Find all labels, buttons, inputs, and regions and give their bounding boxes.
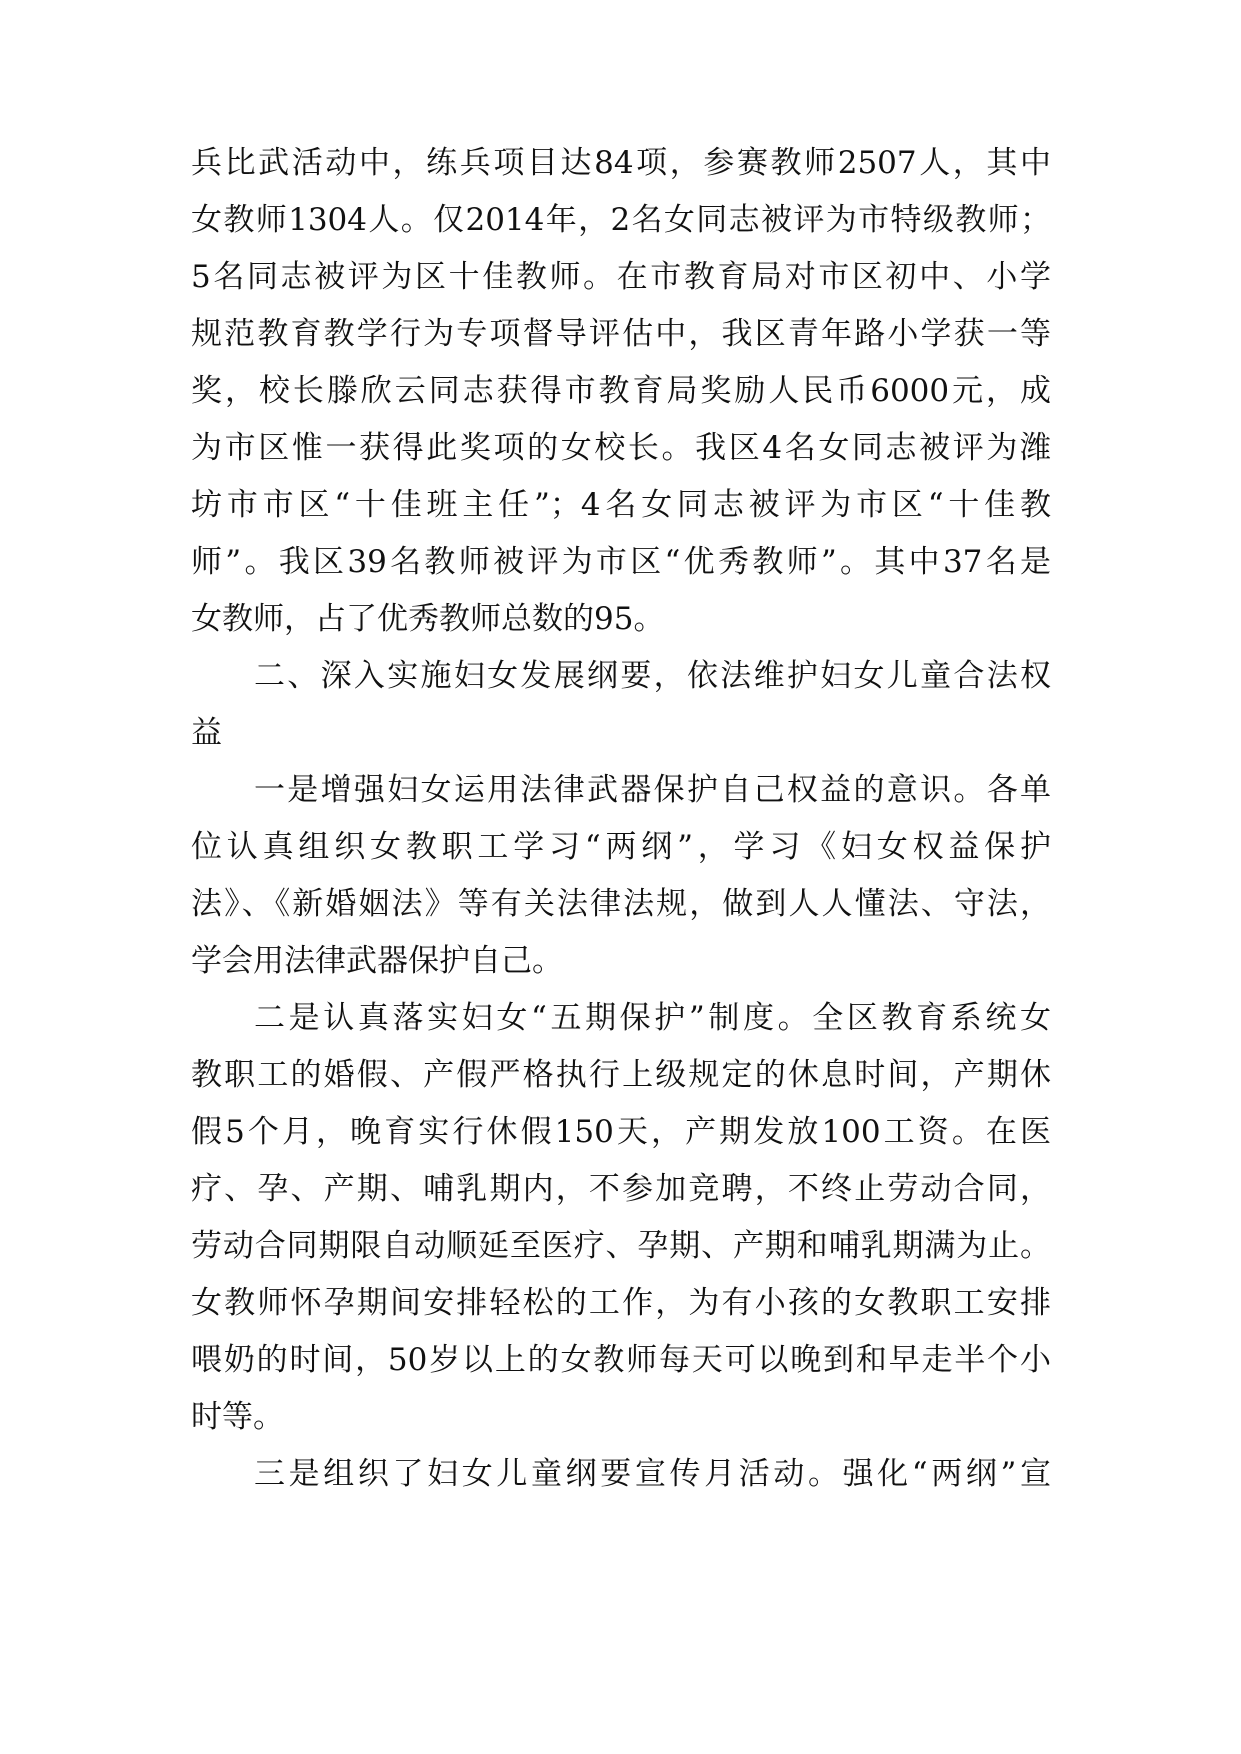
text-line-24: 三是组织了妇女儿童纲要宣传月活动。强化“两纲”宣: [254, 1456, 1051, 1492]
text-line-9: 女教师，占了优秀教师总数的95。: [191, 601, 665, 637]
text-line-15: 学会用法律武器保护自己。: [191, 943, 563, 979]
text-line-14: 法》、《新婚姻法》等有关法律法规，做到人人懂法、守法，: [191, 886, 1051, 922]
section-heading-line-1: 二、深入实施妇女发展纲要，依法维护妇女儿童合法权: [254, 658, 1051, 694]
text-line-22: 喂奶的时间，50岁以上的女教师每天可以晚到和早走半个小: [191, 1342, 1051, 1378]
text-line-21: 女教师怀孕期间安排轻松的工作，为有小孩的女教职工安排: [191, 1285, 1051, 1321]
text-line-16: 二是认真落实妇女“五期保护”制度。全区教育系统女: [254, 1000, 1051, 1036]
text-line-7: 坊市市区“十佳班主任”；4名女同志被评为市区“十佳教: [191, 487, 1051, 523]
text-line-12: 一是增强妇女运用法律武器保护自己权益的意识。各单: [254, 772, 1051, 808]
text-line-19: 疗、孕、产期、哺乳期内，不参加竞聘，不终止劳动合同，: [191, 1171, 1051, 1207]
text-line-8: 师”。我区39名教师被评为市区“优秀教师”。其中37名是: [191, 544, 1051, 580]
text-line-23: 时等。: [191, 1399, 284, 1435]
text-line-2: 女教师1304人。仅2014年，2名女同志被评为市特级教师；: [191, 202, 1051, 238]
text-line-3: 5名同志被评为区十佳教师。在市教育局对市区初中、小学: [191, 259, 1051, 295]
text-line-20: 劳动合同期限自动顺延至医疗、孕期、产期和哺乳期满为止。: [191, 1228, 1051, 1264]
text-line-13: 位认真组织女教职工学习“两纲”，学习《妇女权益保护: [191, 829, 1051, 865]
text-line-1: 兵比武活动中，练兵项目达84项，参赛教师2507人，其中: [191, 145, 1051, 181]
text-line-17: 教职工的婚假、产假严格执行上级规定的休息时间，产期休: [191, 1057, 1051, 1093]
text-line-6: 为市区惟一获得此奖项的女校长。我区4名女同志被评为潍: [191, 430, 1051, 466]
text-line-18: 假5个月，晚育实行休假150天，产期发放100工资。在医: [191, 1114, 1051, 1150]
text-line-4: 规范教育教学行为专项督导评估中，我区青年路小学获一等: [191, 316, 1051, 352]
section-heading-line-2: 益: [191, 715, 222, 751]
text-line-5: 奖，校长滕欣云同志获得市教育局奖励人民币6000元，成: [191, 373, 1051, 409]
